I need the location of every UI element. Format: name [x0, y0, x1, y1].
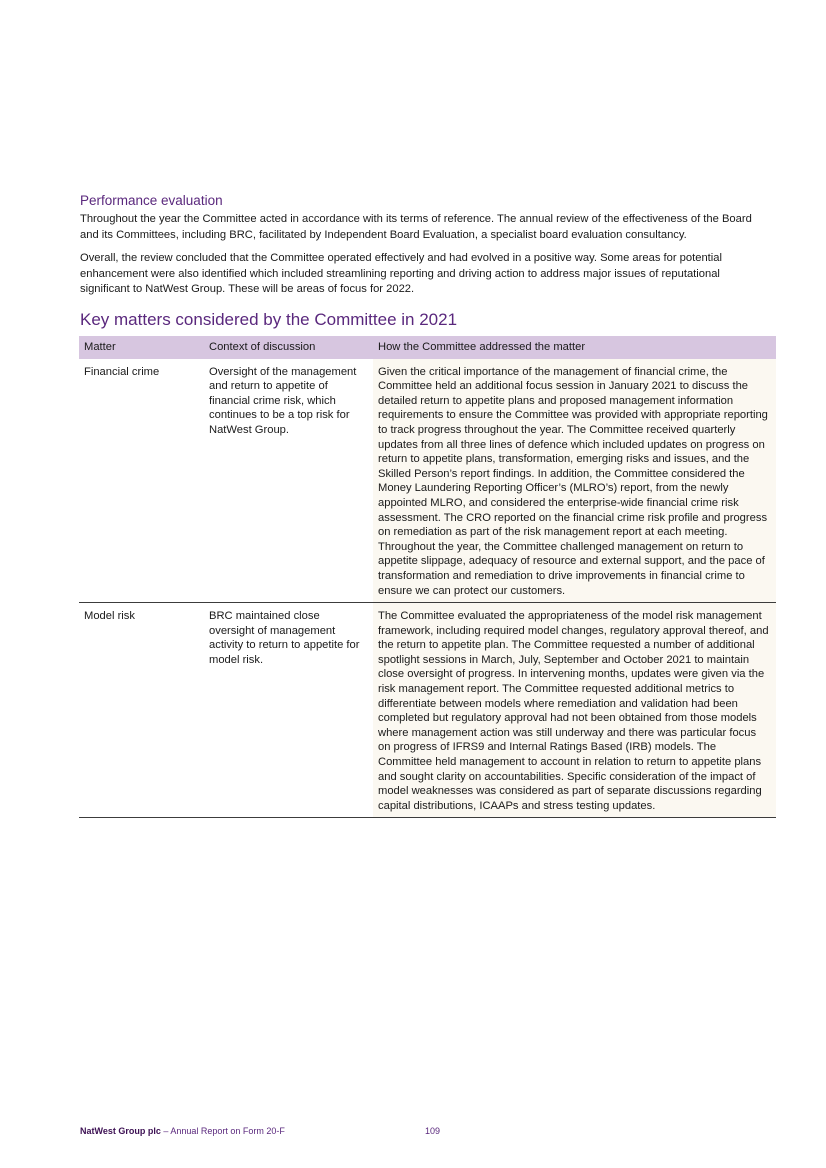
how-addressed-cell: The Committee evaluated the appropriateness of the model risk management framework, including required model changes, regulatory approval thereof, and the return to appetite plan. The Committee requested a number of additional spotlight sessions in March, July, September and October 2021 to maintain close oversight of progress. In intervening months, updates were given via the risk management report. The Committee requested additional metrics to differentiate between models where remediation and validation had been completed but regulatory approval had not been obtained from those models where management action was still underway and there was particular focus on progress of IFRS9 and Internal Ratings Based (IRB) models. The Committee held management to account in relation to return to appetite plans and sought clarity on accountabilities. Specific consideration of the impact of model weaknesses was considered as part of separate discussions regarding capital distributions, ICAAPs and stress testing updates.: [373, 603, 776, 818]
table-header-row: [79, 336, 776, 359]
header-matter: Matter: [79, 336, 204, 359]
performance-paragraph-2: Overall, the review concluded that the Committee operated effectively and had evolved in a positive way. Some areas for potential enhancement were also identified which included streamlining reporting and driving action to address major issues of reputational significant to NatWest Group. These will be areas of focus for 2022.: [80, 252, 722, 296]
performance-paragraph-1: Throughout the year the Committee acted in accordance with its terms of reference. The annual review of the effectiveness of the Board and its Committees, including BRC, facilitated by Independent Board Evaluation, a specialist board evaluation consultancy.: [80, 213, 752, 241]
table-row: [79, 603, 776, 818]
header-context: Context of discussion: [204, 336, 373, 359]
table-row: [79, 359, 776, 603]
how-addressed-cell: Given the critical importance of the management of financial crime, the Committee held an additional focus session in January 2021 to discuss the detailed return to appetite plans and proposed management information requirements to ensure the Committee was provided with appropriate reporting to track progress throughout the year. The Committee received quarterly updates from all three lines of defence which included updates on progress on return to appetite plans, transformation, emerging risks and issues, and the Skilled Person’s report findings. In addition, the Committee considered the Money Laundering Reporting Officer’s (MLRO’s) report, from the newly appointed MLRO, and considered the enterprise-wide financial crime risk assessment. The CRO reported on the financial crime risk profile and progress on remediation as part of the risk management report at each meeting. Throughout the year, the Committee challenged management on return to appetite slippage, adequacy of resource and external support, and the pace of transformation and remediation to drive improvements in financial crime to ensure we can protect our customers.: [373, 359, 776, 603]
context-cell: Oversight of the management and return to appetite of financial crime risk, which continues to be a top risk for NatWest Group.: [204, 359, 373, 603]
footer-report-name: Annual Report on Form 20-F: [170, 1126, 285, 1136]
performance-evaluation-heading: Performance evaluation: [80, 193, 223, 208]
context-cell: BRC maintained close oversight of management activity to return to appetite for model risk.: [204, 603, 373, 818]
key-matters-table: [79, 336, 776, 818]
matter-cell: Model risk: [79, 603, 204, 818]
footer-brand: NatWest Group plc: [80, 1126, 161, 1136]
matter-cell: Financial crime: [79, 359, 204, 603]
page-footer: [80, 1126, 441, 1136]
header-how-addressed: How the Committee addressed the matter: [373, 336, 776, 359]
key-matters-title: Key matters considered by the Committee in 2021: [80, 310, 458, 329]
footer-separator: –: [160, 1126, 171, 1136]
page-number: 109: [425, 1126, 441, 1136]
